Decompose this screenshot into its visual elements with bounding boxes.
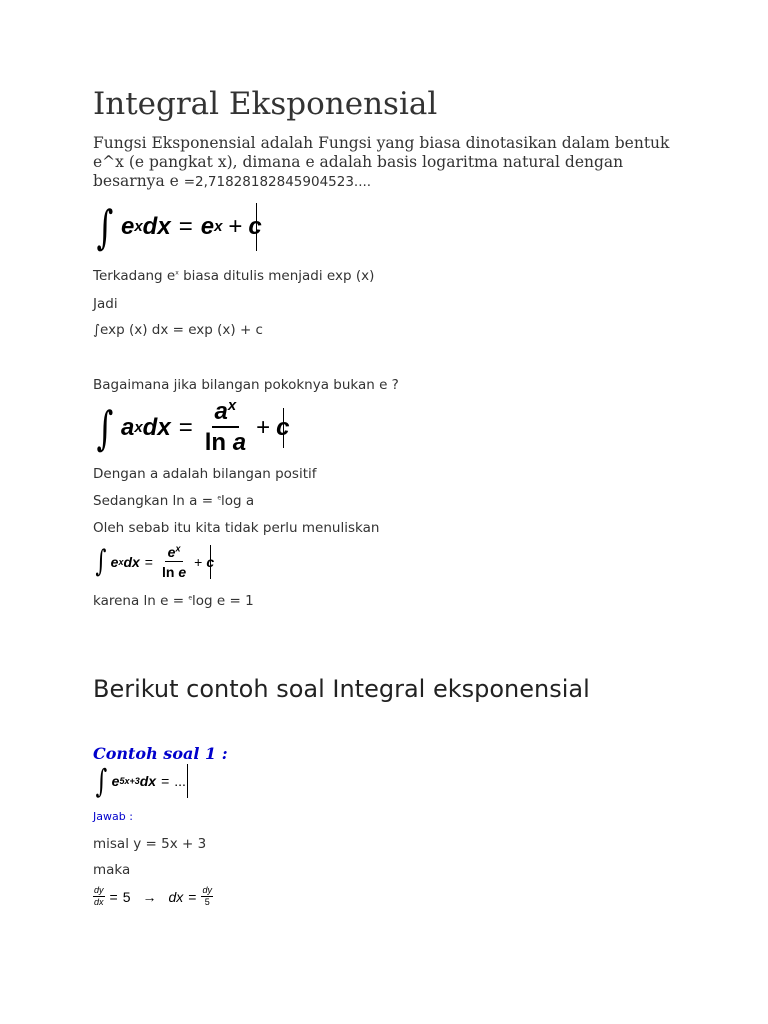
line-bagaimana: Bagaimana jika bilangan pokoknya bukan e ? (93, 377, 399, 393)
eq4-lhs-dx: dx (139, 773, 157, 789)
eq3-plus: + (194, 553, 203, 570)
eq3-den-ln: ln (161, 563, 175, 580)
eq2-den-ln: ln (204, 429, 227, 456)
line-sedangkan-text-a: Sedangkan ln a = (93, 493, 218, 509)
eq2-fraction (204, 397, 247, 456)
text-cursor (256, 203, 257, 251)
eq5-right-den: 5 (204, 897, 210, 907)
line-misal: misal y = 5x + 3 (93, 836, 207, 852)
eq2-num-base: a (214, 398, 228, 425)
answer-label: Jawab : (93, 810, 133, 823)
example-label: Contoh soal 1 : (93, 744, 228, 763)
eq1-constant: c (248, 213, 262, 240)
line-karena (93, 593, 254, 609)
intro-text: Fungsi Eksponensial adalah Fungsi yang biasa dinotasikan dalam bentuk e^x (e pangkat x), dimana e adalah basis logaritma natural dengan besarnya e (93, 134, 670, 190)
eq2-plus: + (256, 413, 271, 441)
line-karena-text-b: log e = 1 (192, 593, 254, 609)
eq5-left-fraction (93, 886, 105, 907)
eq2-num-exp: x (227, 397, 237, 414)
line-jadi: Jadi (93, 296, 118, 312)
equation-integral-ex-ln: ∫ e x dx = $\frac{e^x}{\text{ln e}}$ + c (95, 542, 215, 580)
eq2-den-var: a (232, 429, 247, 456)
eq5-right-fraction (201, 886, 213, 907)
intro-value: =2,71828182845904523.... (183, 174, 372, 190)
eq3-constant: c (206, 553, 215, 570)
eq2-constant: c (276, 413, 290, 441)
line-terkadang (93, 268, 374, 284)
eq4-lhs-base: e (111, 773, 120, 789)
eq3-equals: = (144, 553, 153, 570)
eq3-den-var: e (178, 563, 187, 580)
eq5-equals-2: = (188, 888, 197, 905)
eq3-num-exp: x (175, 542, 181, 553)
eq5-dx: dx (168, 888, 184, 905)
eq2-equals: = (178, 413, 193, 441)
eq1-rhs-base: e (200, 213, 215, 240)
eq5-equals: = (109, 888, 118, 905)
eq3-num-base: e (167, 543, 176, 560)
eq1-lhs-dx: dx (142, 213, 171, 240)
page-title: Integral Eksponensial (93, 86, 438, 122)
equation-integral-ax: ∫ a x dx = $\frac{a^x}{\text{ln a}}$ + c (96, 397, 290, 456)
line-sedangkan-sup: e (217, 494, 222, 502)
equation-derivative (93, 886, 213, 907)
line-karena-sup: e (188, 594, 193, 602)
line-oleh: Oleh sebab itu kita tidak perlu menuliskan (93, 520, 380, 536)
line-terkadang-text-a: Terkadang e (93, 268, 176, 284)
integral-sign: ∫ (95, 762, 108, 800)
eq3-lhs-dx: dx (123, 553, 140, 570)
integral-sign: ∫ (96, 200, 114, 254)
eq3-fraction (161, 542, 187, 580)
eq1-equals: = (178, 213, 193, 240)
text-cursor (210, 545, 211, 579)
eq4-equals: = (161, 773, 170, 789)
integral-sign: ∫ (96, 400, 114, 455)
text-cursor (187, 764, 188, 798)
line-maka: maka (93, 862, 131, 878)
eq5-five: 5 (122, 888, 131, 905)
eq4-dots: ... (174, 773, 186, 789)
right-arrow-icon: → (142, 888, 157, 905)
line-terkadang-text-b: biasa ditulis menjadi exp (x) (178, 268, 375, 284)
eq5-left-num: dy (94, 885, 104, 895)
line-dengan: Dengan a adalah bilangan positif (93, 466, 317, 482)
equation-example-1: ∫ e 5x+3 dx = ... (95, 762, 186, 800)
section-heading: Berikut contoh soal Integral eksponensial (93, 675, 590, 703)
eq5-left-den: dx (94, 897, 104, 907)
integral-sign: ∫ (95, 544, 107, 579)
line-sedangkan-text-b: log a (221, 493, 255, 509)
line-karena-text-a: karena ln e = (93, 593, 189, 609)
line-sedangkan (93, 493, 254, 509)
eq2-lhs-dx: dx (142, 413, 171, 441)
line-terkadang-sup: x (175, 269, 179, 277)
intro-paragraph (93, 134, 693, 192)
equation-integral-ex: ∫ e x dx = e x + c (96, 200, 262, 254)
text-cursor (283, 408, 284, 448)
eq5-right-num: dy (202, 885, 212, 895)
eq2-lhs-base: a (120, 413, 135, 441)
eq3-lhs-base: e (110, 553, 119, 570)
eq1-lhs-base: e (120, 213, 135, 240)
eq1-plus: + (228, 213, 243, 240)
line-exp: ∫exp (x) dx = exp (x) + c (93, 322, 263, 338)
